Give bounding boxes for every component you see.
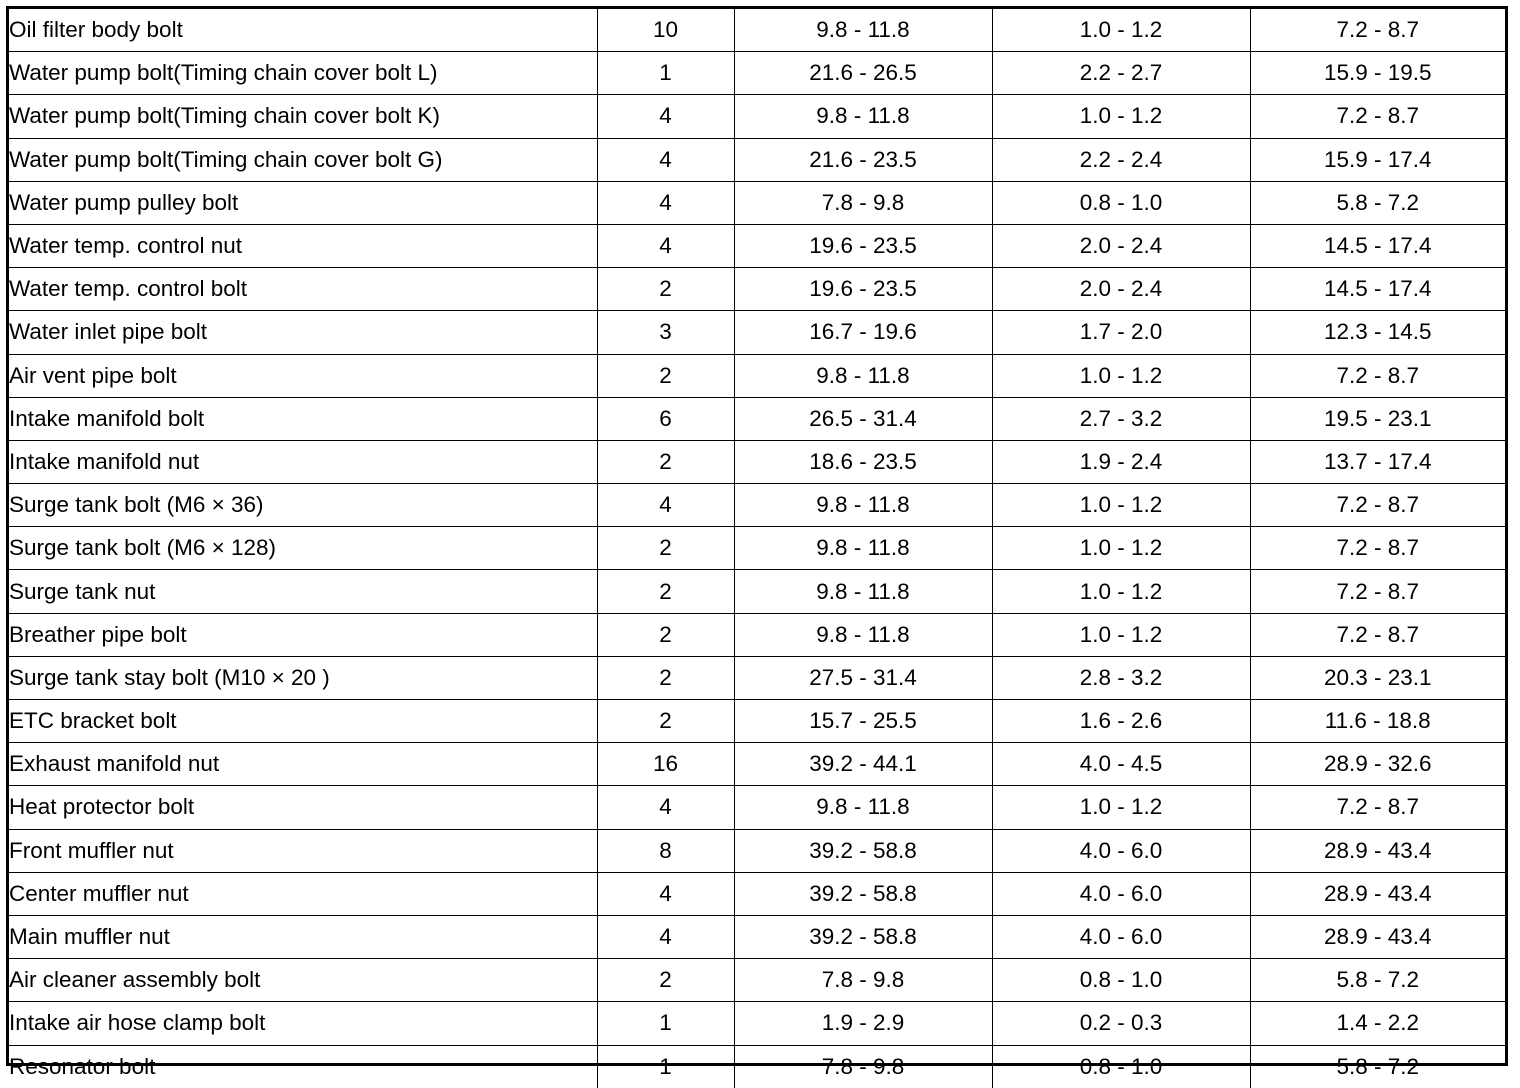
torque-lbfft-cell: 15.9 - 17.4 (1250, 138, 1505, 181)
torque-nm-cell: 9.8 - 11.8 (734, 484, 992, 527)
torque-kgfm-cell: 2.0 - 2.4 (992, 224, 1250, 267)
torque-kgfm-cell: 2.8 - 3.2 (992, 656, 1250, 699)
table-body (9, 9, 1505, 1088)
torque-lbfft-cell: 14.5 - 17.4 (1250, 224, 1505, 267)
torque-kgfm-cell: 0.8 - 1.0 (992, 1045, 1250, 1088)
item-cell: Water temp. control nut (9, 224, 597, 267)
quantity-cell: 4 (597, 484, 734, 527)
quantity-cell: 2 (597, 959, 734, 1002)
torque-nm-cell: 16.7 - 19.6 (734, 311, 992, 354)
table-row (9, 829, 1505, 872)
torque-kgfm-cell: 1.0 - 1.2 (992, 354, 1250, 397)
table-row (9, 440, 1505, 483)
torque-spec-sheet (6, 6, 1508, 1079)
torque-lbfft-cell: 19.5 - 23.1 (1250, 397, 1505, 440)
torque-lbfft-cell: 7.2 - 8.7 (1250, 95, 1505, 138)
table-row (9, 613, 1505, 656)
torque-nm-cell: 39.2 - 58.8 (734, 872, 992, 915)
quantity-cell: 6 (597, 397, 734, 440)
table-row (9, 915, 1505, 958)
table-row (9, 700, 1505, 743)
table-row (9, 656, 1505, 699)
torque-nm-cell: 9.8 - 11.8 (734, 613, 992, 656)
item-cell: Main muffler nut (9, 915, 597, 958)
torque-kgfm-cell: 2.7 - 3.2 (992, 397, 1250, 440)
torque-kgfm-cell: 1.6 - 2.6 (992, 700, 1250, 743)
quantity-cell: 3 (597, 311, 734, 354)
torque-lbfft-cell: 28.9 - 43.4 (1250, 915, 1505, 958)
quantity-cell: 4 (597, 872, 734, 915)
torque-nm-cell: 26.5 - 31.4 (734, 397, 992, 440)
item-cell: Center muffler nut (9, 872, 597, 915)
torque-lbfft-cell: 12.3 - 14.5 (1250, 311, 1505, 354)
quantity-cell: 2 (597, 570, 734, 613)
item-cell: Water pump bolt(Timing chain cover bolt G) (9, 138, 597, 181)
item-cell: Front muffler nut (9, 829, 597, 872)
torque-kgfm-cell: 0.8 - 1.0 (992, 959, 1250, 1002)
item-cell: Surge tank nut (9, 570, 597, 613)
torque-lbfft-cell: 28.9 - 32.6 (1250, 743, 1505, 786)
table-row (9, 786, 1505, 829)
item-cell: Air vent pipe bolt (9, 354, 597, 397)
torque-lbfft-cell: 7.2 - 8.7 (1250, 527, 1505, 570)
quantity-cell: 1 (597, 1045, 734, 1088)
item-cell: Surge tank stay bolt (M10 × 20 ) (9, 656, 597, 699)
torque-lbfft-cell: 7.2 - 8.7 (1250, 786, 1505, 829)
torque-kgfm-cell: 1.0 - 1.2 (992, 570, 1250, 613)
item-cell: Water inlet pipe bolt (9, 311, 597, 354)
torque-kgfm-cell: 2.0 - 2.4 (992, 268, 1250, 311)
quantity-cell: 4 (597, 181, 734, 224)
table-row (9, 138, 1505, 181)
torque-nm-cell: 9.8 - 11.8 (734, 570, 992, 613)
torque-kgfm-cell: 0.8 - 1.0 (992, 181, 1250, 224)
item-cell: Water pump pulley bolt (9, 181, 597, 224)
torque-lbfft-cell: 11.6 - 18.8 (1250, 700, 1505, 743)
quantity-cell: 4 (597, 786, 734, 829)
table-row (9, 311, 1505, 354)
torque-lbfft-cell: 7.2 - 8.7 (1250, 570, 1505, 613)
torque-nm-cell: 21.6 - 26.5 (734, 52, 992, 95)
torque-kgfm-cell: 0.2 - 0.3 (992, 1002, 1250, 1045)
table-row (9, 527, 1505, 570)
torque-nm-cell: 9.8 - 11.8 (734, 786, 992, 829)
torque-nm-cell: 9.8 - 11.8 (734, 527, 992, 570)
torque-nm-cell: 9.8 - 11.8 (734, 9, 992, 52)
torque-lbfft-cell: 1.4 - 2.2 (1250, 1002, 1505, 1045)
item-cell: Intake manifold bolt (9, 397, 597, 440)
torque-nm-cell: 39.2 - 44.1 (734, 743, 992, 786)
torque-kgfm-cell: 1.9 - 2.4 (992, 440, 1250, 483)
item-cell: Resonator bolt (9, 1045, 597, 1088)
table-row (9, 397, 1505, 440)
torque-nm-cell: 21.6 - 23.5 (734, 138, 992, 181)
item-cell: ETC bracket bolt (9, 700, 597, 743)
table-row (9, 268, 1505, 311)
table-row (9, 95, 1505, 138)
torque-lbfft-cell: 7.2 - 8.7 (1250, 354, 1505, 397)
torque-lbfft-cell: 5.8 - 7.2 (1250, 181, 1505, 224)
torque-lbfft-cell: 14.5 - 17.4 (1250, 268, 1505, 311)
item-cell: Water pump bolt(Timing chain cover bolt K) (9, 95, 597, 138)
torque-nm-cell: 7.8 - 9.8 (734, 181, 992, 224)
quantity-cell: 2 (597, 656, 734, 699)
torque-kgfm-cell: 1.7 - 2.0 (992, 311, 1250, 354)
torque-kgfm-cell: 1.0 - 1.2 (992, 9, 1250, 52)
torque-lbfft-cell: 7.2 - 8.7 (1250, 484, 1505, 527)
item-cell: Surge tank bolt (M6 × 36) (9, 484, 597, 527)
item-cell: Intake air hose clamp bolt (9, 1002, 597, 1045)
torque-lbfft-cell: 7.2 - 8.7 (1250, 9, 1505, 52)
table-row (9, 224, 1505, 267)
quantity-cell: 2 (597, 527, 734, 570)
item-cell: Surge tank bolt (M6 × 128) (9, 527, 597, 570)
torque-nm-cell: 7.8 - 9.8 (734, 1045, 992, 1088)
quantity-cell: 4 (597, 224, 734, 267)
item-cell: Water temp. control bolt (9, 268, 597, 311)
quantity-cell: 8 (597, 829, 734, 872)
table-row (9, 570, 1505, 613)
torque-lbfft-cell: 28.9 - 43.4 (1250, 829, 1505, 872)
torque-nm-cell: 7.8 - 9.8 (734, 959, 992, 1002)
torque-nm-cell: 15.7 - 25.5 (734, 700, 992, 743)
item-cell: Breather pipe bolt (9, 613, 597, 656)
torque-lbfft-cell: 5.8 - 7.2 (1250, 959, 1505, 1002)
torque-kgfm-cell: 1.0 - 1.2 (992, 484, 1250, 527)
torque-kgfm-cell: 2.2 - 2.4 (992, 138, 1250, 181)
quantity-cell: 1 (597, 52, 734, 95)
torque-spec-table (9, 9, 1505, 1088)
torque-lbfft-cell: 13.7 - 17.4 (1250, 440, 1505, 483)
torque-kgfm-cell: 4.0 - 6.0 (992, 829, 1250, 872)
torque-kgfm-cell: 1.0 - 1.2 (992, 786, 1250, 829)
quantity-cell: 4 (597, 95, 734, 138)
table-row (9, 872, 1505, 915)
table-row (9, 9, 1505, 52)
torque-kgfm-cell: 2.2 - 2.7 (992, 52, 1250, 95)
quantity-cell: 2 (597, 354, 734, 397)
torque-kgfm-cell: 4.0 - 4.5 (992, 743, 1250, 786)
table-row (9, 743, 1505, 786)
item-cell: Intake manifold nut (9, 440, 597, 483)
torque-nm-cell: 27.5 - 31.4 (734, 656, 992, 699)
torque-lbfft-cell: 20.3 - 23.1 (1250, 656, 1505, 699)
quantity-cell: 2 (597, 700, 734, 743)
torque-nm-cell: 1.9 - 2.9 (734, 1002, 992, 1045)
torque-lbfft-cell: 15.9 - 19.5 (1250, 52, 1505, 95)
quantity-cell: 2 (597, 268, 734, 311)
item-cell: Heat protector bolt (9, 786, 597, 829)
item-cell: Exhaust manifold nut (9, 743, 597, 786)
table-row (9, 484, 1505, 527)
table-row (9, 354, 1505, 397)
torque-nm-cell: 19.6 - 23.5 (734, 224, 992, 267)
torque-lbfft-cell: 28.9 - 43.4 (1250, 872, 1505, 915)
quantity-cell: 4 (597, 138, 734, 181)
torque-lbfft-cell: 7.2 - 8.7 (1250, 613, 1505, 656)
torque-kgfm-cell: 4.0 - 6.0 (992, 872, 1250, 915)
torque-nm-cell: 9.8 - 11.8 (734, 95, 992, 138)
quantity-cell: 4 (597, 915, 734, 958)
item-cell: Water pump bolt(Timing chain cover bolt L) (9, 52, 597, 95)
torque-kgfm-cell: 4.0 - 6.0 (992, 915, 1250, 958)
torque-kgfm-cell: 1.0 - 1.2 (992, 527, 1250, 570)
quantity-cell: 16 (597, 743, 734, 786)
torque-lbfft-cell: 5.8 - 7.2 (1250, 1045, 1505, 1088)
torque-kgfm-cell: 1.0 - 1.2 (992, 613, 1250, 656)
torque-nm-cell: 39.2 - 58.8 (734, 829, 992, 872)
table-row (9, 181, 1505, 224)
table-row (9, 1002, 1505, 1045)
torque-nm-cell: 39.2 - 58.8 (734, 915, 992, 958)
torque-kgfm-cell: 1.0 - 1.2 (992, 95, 1250, 138)
quantity-cell: 10 (597, 9, 734, 52)
quantity-cell: 1 (597, 1002, 734, 1045)
torque-nm-cell: 19.6 - 23.5 (734, 268, 992, 311)
table-row (9, 52, 1505, 95)
table-row (9, 959, 1505, 1002)
item-cell: Oil filter body bolt (9, 9, 597, 52)
torque-nm-cell: 18.6 - 23.5 (734, 440, 992, 483)
torque-nm-cell: 9.8 - 11.8 (734, 354, 992, 397)
table-row (9, 1045, 1505, 1088)
quantity-cell: 2 (597, 440, 734, 483)
item-cell: Air cleaner assembly bolt (9, 959, 597, 1002)
quantity-cell: 2 (597, 613, 734, 656)
